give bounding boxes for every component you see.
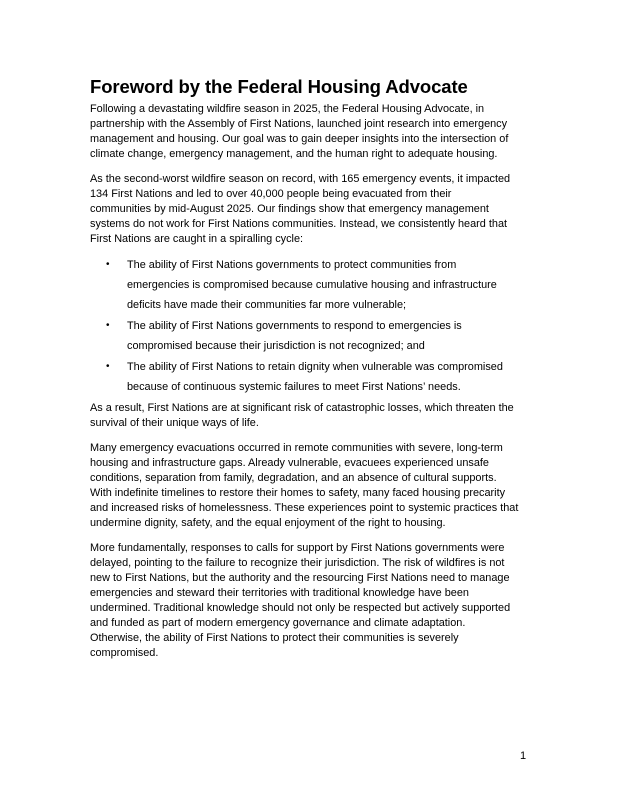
bullet-line: emergencies is compromised because cumulative housing and infrastructure	[127, 279, 497, 291]
paragraph-line: With indefinite timelines to restore their homes to safety, many faced housing precarity	[90, 487, 506, 499]
paragraph-line: Following a devastating wildfire season in 2025, the Federal Housing Advocate, in	[90, 103, 485, 115]
paragraph-line: climate change, emergency management, and the human right to adequate housing.	[90, 148, 498, 160]
paragraph-line: partnership with the Assembly of First Nations, launched joint research into emergency	[90, 118, 508, 130]
paragraph-3	[90, 401, 532, 431]
paragraph-line: undermined. Traditional knowledge should not only be respected but actively supported	[90, 602, 511, 614]
bullet-line: deficits have made their communities far more vulnerable;	[127, 299, 407, 311]
bullet-line: because of continuous systemic failures to meet First Nations’ needs.	[127, 381, 461, 393]
paragraph-line: emergencies and steward their territories with traditional knowledge have been	[90, 587, 469, 599]
paragraph-line: communities by mid-August 2025. Our findings show that emergency management	[90, 203, 489, 215]
bullet-icon: •	[106, 361, 110, 372]
paragraph-line: As a result, First Nations are at significant risk of catastrophic losses, which threaten the	[90, 402, 514, 414]
paragraph-line: undermine dignity, safety, and the equal enjoyment of the right to housing.	[90, 517, 446, 529]
paragraph-2	[90, 172, 532, 247]
bullet-icon: •	[106, 259, 110, 270]
paragraph-line: systems do not work for First Nations communities. Instead, we consistently heard that	[90, 218, 508, 230]
page-title: Foreword by the Federal Housing Advocate	[90, 76, 468, 97]
paragraph-line: More fundamentally, responses to calls for support by First Nations governments were	[90, 542, 505, 554]
paragraph-line: and increased risks of homelessness. These experiences point to systemic practices that	[90, 502, 519, 514]
paragraph-line: First Nations are caught in a spiralling cycle:	[90, 233, 304, 245]
paragraph-line: management and housing. Our goal was to gain deeper insights into the intersection of	[90, 133, 509, 145]
bullet-icon: •	[106, 320, 110, 331]
bullet-line: The ability of First Nations to retain dignity when vulnerable was compromised	[127, 361, 503, 373]
paragraph-line: 134 First Nations and led to over 40,000 people being evacuated from their	[90, 188, 452, 200]
page-number: 1	[520, 750, 527, 762]
paragraph-5	[90, 541, 532, 661]
paragraph-line: conditions, separation from family, degradation, and an absence of cultural supports.	[90, 472, 497, 484]
paragraph-line: delayed, pointing to the failure to recognize their jurisdiction. The risk of wildfires is not	[90, 557, 505, 569]
paragraph-line: As the second-worst wildfire season on record, with 165 emergency events, it impacted	[90, 173, 511, 185]
paragraph-line: Otherwise, the ability of First Nations to protect their communities is severely	[90, 632, 459, 644]
bullet-line: The ability of First Nations governments to protect communities from	[127, 259, 457, 271]
bullet-line: The ability of First Nations governments to respond to emergencies is	[127, 320, 462, 332]
paragraph-1	[90, 102, 532, 162]
bullet-line: compromised because their jurisdiction is not recognized; and	[127, 340, 425, 352]
paragraph-line: housing and infrastructure gaps. Already vulnerable, evacuees experienced unsafe	[90, 457, 489, 469]
paragraph-line: new to First Nations, but the authority and the resourcing First Nations need to manage	[90, 572, 510, 584]
paragraph-line: and funded as part of modern emergency governance and climate adaptation.	[90, 617, 466, 629]
paragraph-line: compromised.	[90, 647, 159, 659]
paragraph-4	[90, 441, 532, 531]
paragraph-line: survival of their unique ways of life.	[90, 417, 259, 429]
paragraph-line: Many emergency evacuations occurred in remote communities with severe, long-term	[90, 442, 503, 454]
